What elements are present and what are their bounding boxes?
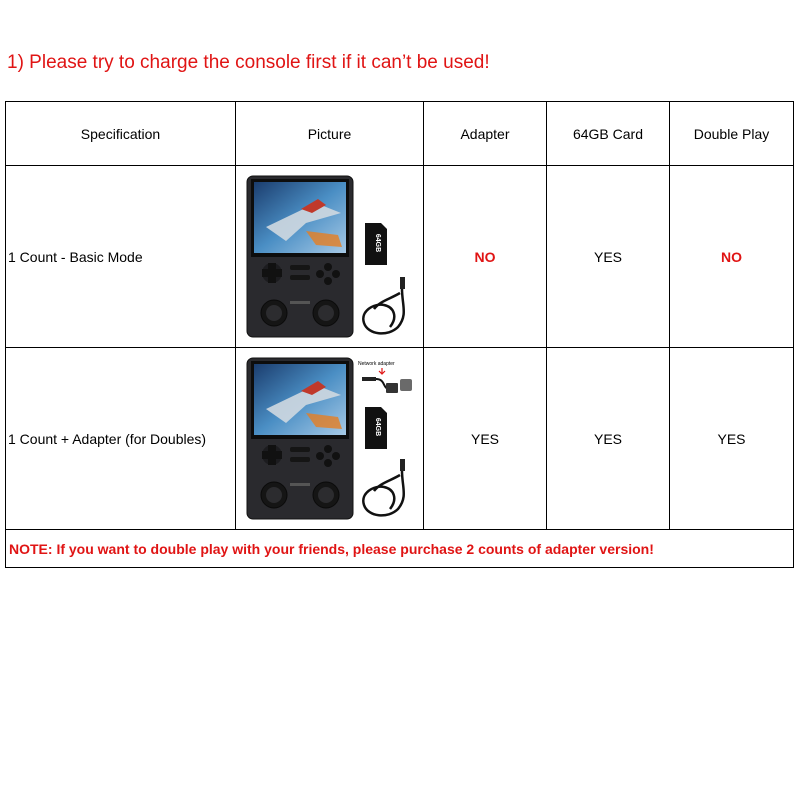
card-adapter-version: YES (547, 348, 670, 530)
handheld-console-image (246, 357, 354, 520)
usb-cable-image (360, 275, 414, 337)
specification-table (5, 101, 794, 568)
spec-basic-mode: 1 Count - Basic Mode (6, 166, 236, 348)
picture-adapter-version (236, 348, 424, 530)
table-note-row (6, 530, 794, 568)
picture-basic-mode (236, 166, 424, 348)
card-basic-mode: YES (547, 166, 670, 348)
header-double-play: Double Play (670, 102, 794, 166)
double-play-adapter-version: YES (670, 348, 794, 530)
adapter-basic-mode: NO (424, 166, 547, 348)
card-capacity-label: 64GB (373, 417, 381, 437)
double-play-basic-mode: NO (670, 166, 794, 348)
product-picture-basic (246, 175, 414, 338)
header-adapter: Adapter (424, 102, 547, 166)
table-header-row (6, 102, 794, 166)
handheld-console-image (246, 175, 354, 338)
usb-cable-image (360, 457, 414, 519)
table-row-basic-mode (6, 166, 794, 348)
header-64gb-card: 64GB Card (547, 102, 670, 166)
header-specification: Specification (6, 102, 236, 166)
purchase-note: NOTE: If you want to double play with your friends, please purchase 2 counts of adapter version! (6, 530, 794, 568)
card-capacity-label: 64GB (373, 233, 381, 253)
table-row-adapter-version (6, 348, 794, 530)
adapter-adapter-version: YES (424, 348, 547, 530)
header-picture: Picture (236, 102, 424, 166)
memory-card-image (363, 407, 387, 449)
charge-instruction-heading: 1) Please try to charge the console first if it can’t be used! (7, 52, 490, 73)
product-picture-adapter (246, 357, 414, 520)
spec-adapter-version: 1 Count + Adapter (for Doubles) (6, 348, 236, 530)
memory-card-image (363, 223, 387, 265)
network-adapter-image (356, 359, 414, 397)
network-adapter-label: Network adapter (357, 361, 395, 367)
